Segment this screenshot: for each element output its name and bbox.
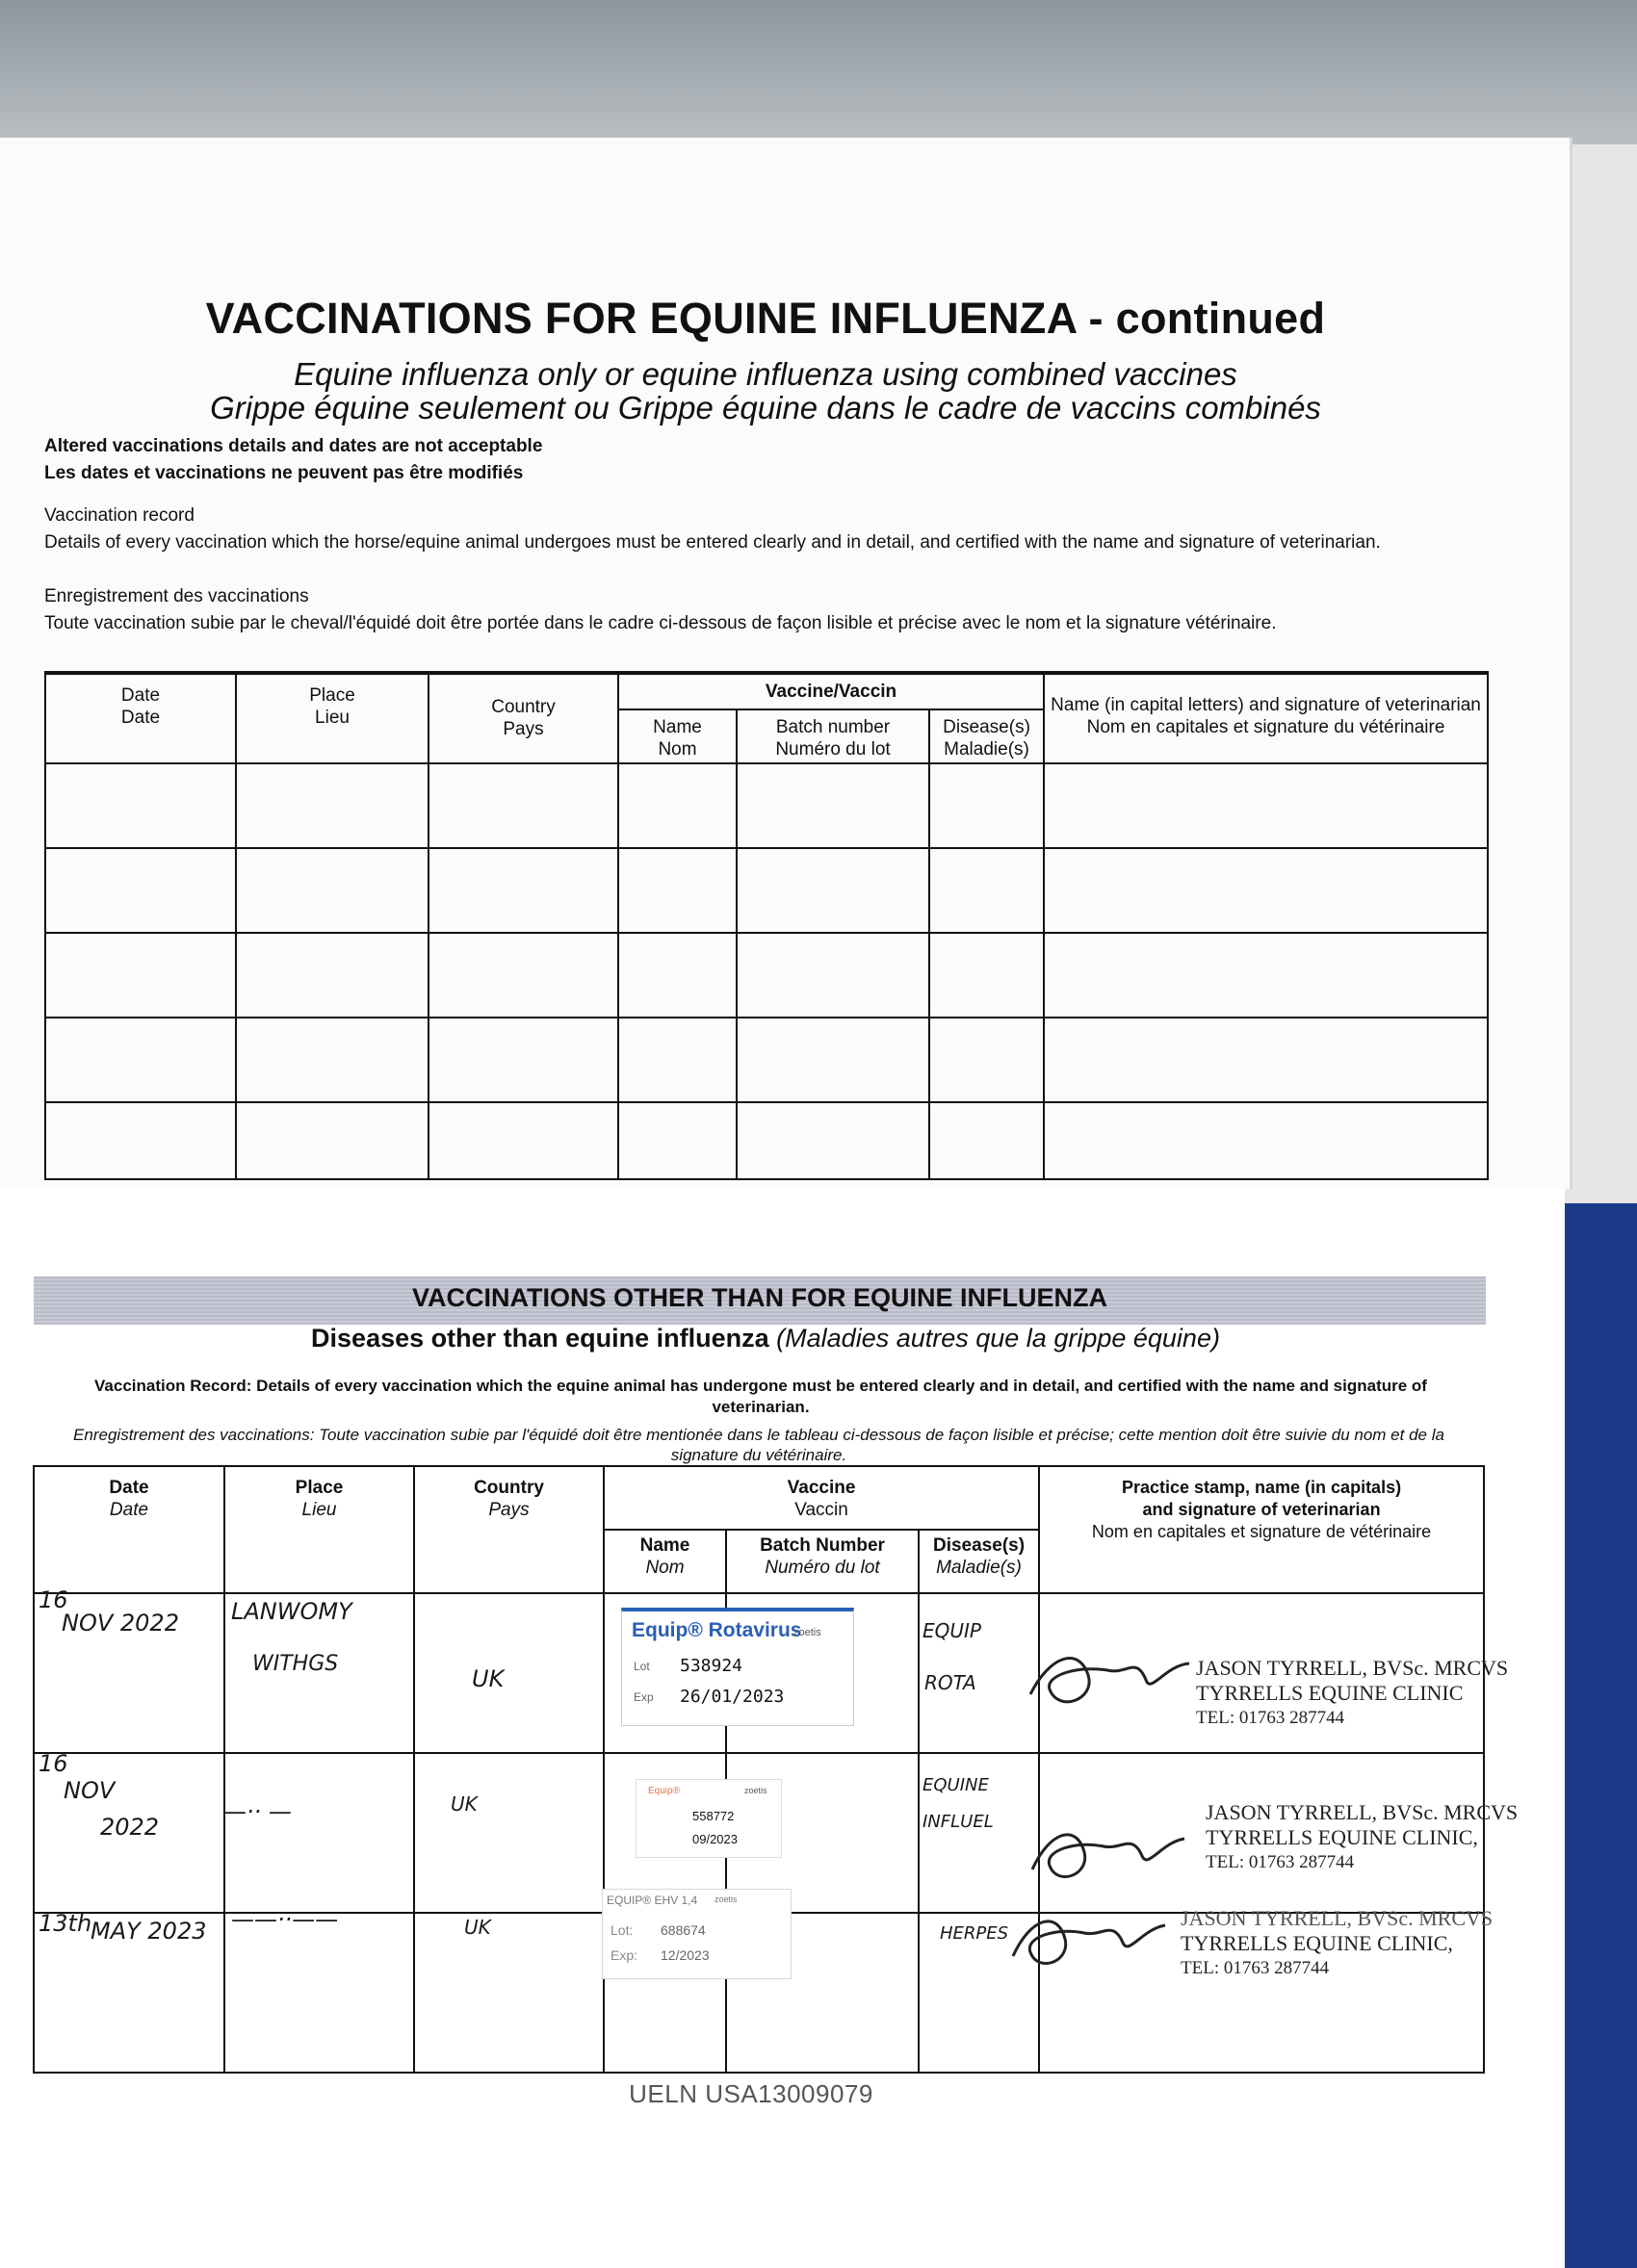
warning-fr: Les dates et vaccinations ne peuvent pas être modifiés [44,463,524,483]
col-disease: Disease(s) Maladie(s) [929,709,1044,763]
row1-date: NOV 2022 [62,1610,179,1637]
subtitle-fr: Grippe équine seulement ou Grippe équine dans le cadre de vaccins combinés [210,390,1321,425]
row2-disease-line2: INFLUEL [922,1812,994,1832]
subtitle-en: Equine influenza only or equine influenza using combined vaccines [294,356,1237,392]
label-exp-key: Exp [634,1690,654,1704]
row1-country: UK [472,1665,505,1692]
label-name: EQUIP® EHV 1,4 [607,1894,698,1907]
row1-date-day: 16 [39,1586,68,1613]
signature-icon [1001,1896,1175,1983]
table-row [45,1102,1488,1179]
row3-date-day: 13th [39,1910,92,1937]
vaccine-label-equip [636,1779,782,1858]
page2-subtitle: Diseases other than equine influenza (Maladies autres que la grippe équine) [311,1324,1220,1353]
record-text-en: Details of every vaccination which the horse/equine animal undergoes must be entered clearly and in detail, and certified with the name and signature of veterinarian. [44,532,1381,553]
record-text-fr: Enregistrement des vaccinations: Toute vaccination subie par l'équidé doit être mentionée dans le tableau ci-dessous de façon lisible et précise; cette mention doit être suivie du nom et de la signature du vétérinaire. [73,1426,1444,1464]
influenza-table [44,671,1489,1180]
row2-country: UK [451,1792,478,1816]
label-brand: zoetis [715,1894,738,1904]
label-lot: 538924 [680,1656,743,1676]
record-text-en: Vaccination Record: Details of every vaccination which the equine animal has undergone must be entered clearly and in detail, and certified with the name and signature of veterinarian. [94,1377,1427,1416]
section-title-bar [34,1276,1486,1325]
ueln-number: UELN USA13009079 [629,2079,873,2108]
row2-date-day: 16 [39,1750,68,1777]
label-name: Equip® Rotavirus [632,1619,802,1641]
scanner-background [0,0,1637,144]
col-date: Date Date [34,1466,224,1593]
label-brand: zoetis [793,1627,821,1638]
table-row [45,1018,1488,1102]
col-vaccine: Vaccine Vaccin [604,1466,1039,1530]
row3-disease: HERPES [940,1923,1009,1944]
label-lot-key: Lot: [611,1922,634,1938]
col-vaccine-name: Name Nom [604,1530,726,1593]
col-disease: Disease(s) Maladie(s) [919,1530,1039,1593]
vaccine-label-rotavirus [621,1608,854,1726]
label-lot: 558772 [692,1809,735,1823]
col-place: Place Lieu [236,673,429,763]
label-exp: 09/2023 [692,1832,738,1846]
vet-stamp-2: JASON TYRRELL, BVSc. MRCVS TYRRELLS EQUINE CLINIC, TEL: 01763 287744 [1206,1800,1519,1872]
label-exp: 26/01/2023 [680,1687,785,1707]
col-vet: Practice stamp, name (in capitals) and signature of veterinarian Nom en capitales et signature de vétérinaire [1039,1466,1484,1593]
vaccine-label-ehv [602,1889,792,1979]
section-title: VACCINATIONS OTHER THAN FOR EQUINE INFLUENZA [412,1283,1107,1312]
row1-place-line2: WITHGS [252,1652,339,1676]
row1-disease-line1: EQUIP [922,1619,981,1642]
label-lot-key: Lot [634,1660,650,1673]
vet-stamp-1: JASON TYRRELL, BVSc. MRCVS TYRRELLS EQUINE CLINIC TEL: 01763 287744 [1196,1656,1509,1728]
label-name: Equip® [648,1786,680,1796]
row2-disease-line1: EQUINE [922,1775,989,1795]
table-row [45,848,1488,933]
label-lot: 688674 [661,1922,706,1938]
table-row [45,763,1488,848]
row3-date: MAY 2023 [91,1918,207,1945]
vet-stamp-3: JASON TYRRELL, BVSc. MRCVS TYRRELLS EQUINE CLINIC, TEL: 01763 287744 [1181,1906,1494,1978]
page-title: VACCINATIONS FOR EQUINE INFLUENZA - continued [205,294,1326,343]
row2-date: NOV [64,1777,116,1804]
row3-country: UK [464,1916,491,1939]
col-vet: Name (in capital letters) and signature of veterinarian Nom en capitales et signature du vétérinaire [1044,673,1488,763]
table-row [45,933,1488,1018]
row1-place-line1: LANWOMY [231,1598,352,1625]
col-vaccine: Vaccine/Vaccin [618,673,1044,709]
signature-icon [1021,1810,1194,1896]
signature-icon [1021,1637,1213,1723]
label-exp: 12/2023 [661,1947,710,1963]
row2-place: —·· — [223,1798,292,1825]
row2-date-year: 2022 [100,1814,160,1841]
col-batch: Batch Number Numéro du lot [726,1530,919,1593]
col-country: Country Pays [414,1466,604,1593]
col-vaccine-name: Name Nom [618,709,737,763]
row1-disease-line2: ROTA [924,1671,976,1694]
col-place: Place Lieu [224,1466,414,1593]
record-text-fr: Toute vaccination subie par le cheval/l'équidé doit être portée dans le cadre ci-dessous de façon lisible et précise avec le nom et la signature vétérinaire. [44,613,1277,633]
col-country: Country Pays [429,673,618,763]
record-heading-en: Vaccination record [44,505,195,526]
label-exp-key: Exp: [611,1947,638,1963]
warning-en: Altered vaccinations details and dates are not acceptable [44,436,543,456]
other-vaccinations-table [33,1465,1485,2074]
row3-place: ——··—— [231,1906,339,1933]
label-brand: zoetis [744,1786,767,1795]
record-heading-fr: Enregistrement des vaccinations [44,586,309,606]
col-date: Date Date [45,673,236,763]
col-batch: Batch number Numéro du lot [737,709,929,763]
